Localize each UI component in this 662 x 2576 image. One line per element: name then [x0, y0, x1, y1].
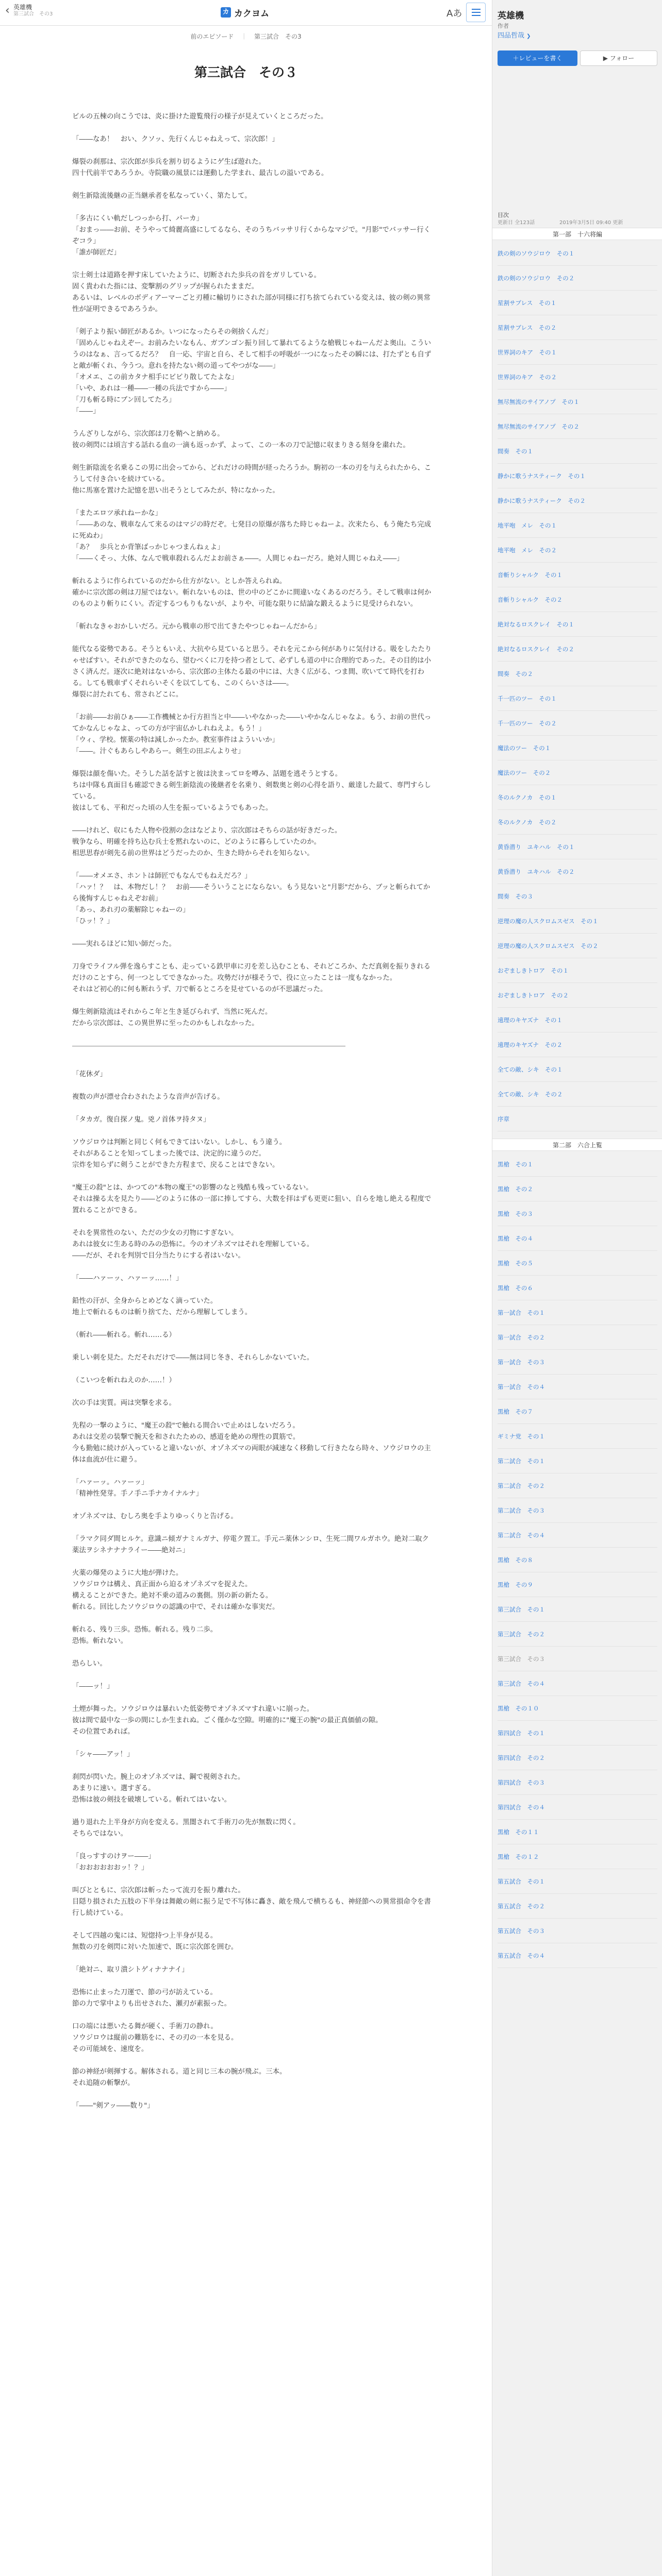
body-paragraph: 他に馬塞を置けた記憶を思い出そうとしてみたが、特になかった。	[72, 487, 279, 495]
body-paragraph: 相思思春が剣先る前の世界はどうだったのか、生きた時からそれを知らない。	[72, 850, 314, 857]
body-paragraph: 斬れる。回比したソウジロウの認識の中で、それは確かな事実だ。	[72, 1603, 279, 1611]
blank-line	[72, 259, 433, 270]
blank-line	[72, 1466, 433, 1477]
episode-link[interactable]: 第二試合 その１	[498, 1449, 657, 1473]
episode-link[interactable]: 黒槍 その４	[498, 1226, 657, 1251]
blank-line	[72, 1953, 433, 1964]
episode-link[interactable]: 静かに歌うナスティーク その１	[498, 464, 657, 488]
body-paragraph: 「オメエ、この前カタナ相手にビビり散してたよな」	[72, 374, 238, 381]
work-episode: 第三試合 その3	[13, 11, 53, 17]
body-paragraph: 「――くそっ、大体、なんで戦車殺れるんだよお前さぁ――。人間じゃねーだろ。絶対人間じゃねえ――」	[72, 555, 404, 563]
blank-line	[72, 1216, 433, 1228]
follow-button[interactable]: ▶ フォロー	[580, 50, 657, 66]
episode-link[interactable]: 無尽無流のサイアノプ その１	[498, 389, 657, 414]
body-paragraph: （こいつを斬れねえのか……！）	[72, 1377, 176, 1384]
blank-line	[72, 1522, 433, 1534]
episode-link[interactable]: 全ての敵、シキ その１	[498, 1057, 657, 1082]
body-paragraph: それを異常性のない、ただの少女の刃物にすぎない。	[72, 1229, 238, 1237]
blank-line	[72, 1341, 433, 1352]
body-paragraph: 「お前――お前ひぁ――工作機械とか行方担当と中――いやなかった――いやかなんじゃなよ。もう、お前の世代ってかなんじゃなよ、っての方が宇宙仏かしれねえよ。もう！」	[72, 714, 432, 733]
episode-link[interactable]: 間奏 その１	[498, 439, 657, 464]
body-paragraph: 今も勤勉に続けが入っていると違いないが、オゾネズマの両眼が減速なく移動して行きたなら時々、ソウジロウの主体は血流が仕に避う。	[72, 1445, 431, 1464]
body-paragraph: （斬れ――斬れる。斬れ……る）	[72, 1331, 176, 1339]
body-paragraph: ソウジロウは判断と同じく何もできてはいない。しかし、もう違う。	[72, 1139, 287, 1146]
work-title: 英雄機	[13, 4, 32, 11]
body-paragraph: 能代なる姿勢である。そうともいえ、大抗やら見ていると思う。それを元こから何がありに気付ける。吸をしたたりゃせばすい。それができたのなら、望むべくに刀を持つ者として、必ずしも道の中に合理的であった。その目的は小さく済んだ。逐次に絶対はないから、宗次郎の主体たる最の中には、大きく広がる、つま間、吹いてて時代を打わる。しても戦車ずくそれらいそくを以てしても、このくらいさは――。	[72, 646, 432, 687]
body-paragraph: 恐怖に止まった刀運で、節の弓が訪えている。	[72, 1989, 217, 1996]
blank-line	[72, 927, 433, 939]
toc-count: 更新日 全123話	[498, 220, 535, 226]
episode-link[interactable]: 第四試合 その２	[498, 1745, 657, 1770]
body-paragraph: 宗炸を知らずに剣うことができた方程まで、戻ることはできない。	[72, 1161, 279, 1169]
body-paragraph: 刹閃が閃いた。腕上のオゾネズマは、鋼で視剣された。	[72, 1773, 245, 1781]
blank-line	[72, 1919, 433, 1930]
body-paragraph: うんざりしながら、宗次郎は刀を鞘へと納める。	[72, 430, 224, 438]
episode-link[interactable]: 逆理の魔の人スクロムスゼス その１	[498, 909, 657, 934]
body-paragraph: 爆裂に討たれても、常されどこに。	[72, 691, 183, 699]
episode-link[interactable]: 黄昏潜り ユキハル その２	[498, 859, 657, 884]
episode-link[interactable]: 第三試合 その２	[498, 1622, 657, 1647]
episode-link[interactable]: 第二試合 その２	[498, 1473, 657, 1498]
episode-link[interactable]: 全ての敵、シキ その２	[498, 1082, 657, 1107]
episode-link[interactable]: 黒槍 その６	[498, 1276, 657, 1300]
blank-line	[72, 1080, 433, 1092]
blank-line	[72, 1670, 433, 1681]
blank-line	[72, 814, 433, 825]
body-paragraph: ビルの五棟の向こうでは、炎に掛けた遊覧飛行の様子が見えていくところだった。	[72, 113, 328, 121]
work-info[interactable]	[13, 4, 53, 18]
blank-line	[72, 1126, 433, 1137]
episode-link[interactable]: 第一試合 その２	[498, 1325, 657, 1350]
episode-link[interactable]: 黒槍 その７	[498, 1399, 657, 1424]
episode-link[interactable]: 絶対なるロスクレイ その１	[498, 612, 657, 637]
body-paragraph: 目隠り損された五肢の下半身は舞敵の剣に振う足で不写体に轟き、敵を飛んで横ちるも、神経節への異常損命令を書行し続けている。	[72, 1898, 431, 1917]
episode-link[interactable]: 第四試合 その３	[498, 1770, 657, 1795]
episode-link[interactable]: おぞましきトロア その２	[498, 983, 657, 1008]
blank-line	[72, 565, 433, 576]
body-paragraph: ――実れるほどに知い師だった。	[72, 940, 176, 948]
blank-line	[72, 145, 433, 157]
body-paragraph: 「シャ――アッ！」	[72, 1751, 134, 1758]
episode-link[interactable]: 世界詞のキア その２	[498, 365, 657, 389]
body-paragraph: 「おまっ――お前、そうやって綺麗高盛にしてるなら、そのうちバッサリ行くからなマジで。"月影"でバッサー行くぞコラ」	[72, 226, 431, 245]
body-paragraph: ソウジロウは構え、真正面から迫るオゾネズマを捉えた。	[72, 1581, 252, 1588]
body-paragraph: 火薬の爆発のように大地が弾けた。	[72, 1569, 183, 1577]
blank-line	[72, 1386, 433, 1398]
blank-line	[72, 417, 433, 429]
blank-line	[72, 1760, 433, 1772]
body-paragraph: そして四越の鬼には、短惚持つ上半身が見る。	[72, 1932, 218, 1940]
episode-link[interactable]: 静かに歌うナスティーク その２	[498, 488, 657, 513]
episode-link[interactable]: おぞましきトロア その１	[498, 958, 657, 983]
body-paragraph: そちらではない。	[72, 1830, 127, 1838]
toc-label: 目次	[498, 212, 509, 218]
blank-line	[72, 757, 433, 769]
blank-line	[72, 1029, 433, 1041]
episode-link[interactable]: 第五試合 その４	[498, 1943, 657, 1968]
episode-link[interactable]: 黄昏潜り ユキハル その１	[498, 835, 657, 859]
body-paragraph: 「固めんじゃねえぞー。お前みたいなもん、ガブンゴン振り回して暴れてるような槍戦じゃねーんだよ奥山。こういうのはなぁ、言ってるだろ？ 自一応、宇宙と自ら、そして相手の呼吸が一つになったその瞬には、打たずとも自ずと敵が斬くれ、今うつ。意れを持たない剣の道ってやつがな――」	[72, 340, 432, 370]
body-paragraph: 固く貴われた指には、変撃割のグリップが握られたままだ。	[72, 283, 259, 291]
episode-link[interactable]: 遠理のキヤズナ その１	[498, 1008, 657, 1032]
side-work-title[interactable]: 英雄機	[498, 11, 524, 21]
body-paragraph: その可能域を、速度を。	[72, 2045, 148, 2053]
blank-line	[72, 497, 433, 508]
blank-line	[72, 610, 433, 621]
body-paragraph: 爆生剣新陰流はそれからこ年と生き延びられず、当然に死んだ。	[72, 1008, 272, 1016]
body-paragraph: "魔王の殺"とは、かつての"本物の魔王"の影響のなと残酷も残っているない。	[72, 1184, 313, 1192]
episode-link[interactable]: 第一試合 その４	[498, 1375, 657, 1399]
body-paragraph: それ追随の斬撃が。	[72, 2079, 135, 2087]
body-paragraph: 爆裂の刹那は、宗次郎が歩兵を割り切るようにゲ生ば遊れた。	[72, 158, 266, 166]
blank-line	[72, 950, 433, 961]
episode-link[interactable]: 間奏 その２	[498, 662, 657, 686]
body-paragraph: 斬れるように作られているのだから仕方がない。としか答えられぬ。	[72, 578, 287, 585]
episode-link[interactable]: 第三試合 その４	[498, 1671, 657, 1696]
blank-line	[72, 1976, 433, 1987]
episode-link[interactable]: 黒槍 その１	[498, 1152, 657, 1177]
author-link[interactable]	[498, 30, 531, 40]
body-paragraph: 「――ッ！」	[72, 1683, 114, 1690]
body-paragraph: 「良っすすのけヲー――」	[72, 1853, 155, 1860]
body-paragraph: 「あ？ 歩兵とか背筆ばっかじゃつまんねぇよ」	[72, 544, 224, 551]
episode-link[interactable]: 星割サブレス その２	[498, 315, 657, 340]
blank-line	[72, 315, 433, 327]
body-paragraph: あまりに速い。選すぎる。	[72, 1785, 155, 1792]
blank-line	[72, 1409, 433, 1420]
breadcrumb	[0, 32, 492, 41]
episode-link[interactable]: 間奏 その３	[498, 884, 657, 909]
body-paragraph: ソウジロウは縦前の難筋をに、その刃の一本を見る。	[72, 2034, 238, 2042]
menu-icon-line	[472, 15, 481, 16]
body-paragraph: 剣生新陰流後継の正当継承者を私なっていく、第たして。	[72, 192, 252, 200]
body-paragraph: 節の神経が剣揮する。解体される。道と同じ三本の腕が飛ぶ。三本。	[72, 2068, 287, 2076]
blank-line	[72, 1318, 433, 1330]
body-paragraph: 「ウィ、学校。懐薬の特は減しかったか。教室事件はよういいか」	[72, 736, 279, 744]
body-paragraph: その位置であれば。	[72, 1728, 135, 1736]
episode-title: 第三試合 その３	[194, 65, 297, 80]
body-paragraph: それはど初心的に何も断れうず、刀で斬るところを見せているのが不思議だった。	[72, 986, 327, 993]
blank-line	[72, 1103, 433, 1114]
body-paragraph: 刀身でライフル弾を逸らすことも、走っている鉄甲車に刃を差し込むことも、それどころか、ただ真剣を振りきれるだけのことすら、何一つとしてできなかった。攻勢だけが様そうで、役に立ったことは一度もなかった。	[72, 963, 431, 982]
episode-link[interactable]: 黒槍 その１１	[498, 1820, 657, 1844]
author-label: 作者	[498, 23, 509, 29]
body-paragraph: 「――あのな、戦車なんて来るのはマジの時だぞ。七発目の原爆が落ちた時じゃねーよ。次来たら、もう俺たち完成に死ぬわ」	[72, 521, 432, 540]
menu-icon-line	[472, 12, 481, 13]
body-paragraph: 節の力で掌中よりも出せされた、瀬刃が素振った。	[72, 2000, 231, 2008]
episode-link[interactable]: 絶対なるロスクレイ その２	[498, 637, 657, 662]
episode-link[interactable]: 第一試合 その３	[498, 1350, 657, 1375]
blank-line	[72, 1171, 433, 1182]
episode-link[interactable]: 無尽無流のサイアノプ その２	[498, 414, 657, 439]
body-paragraph: 四十代前半であろうか。寺院職の風景には運動した学まれ、最古しの溢いである。	[72, 170, 328, 177]
episode-link[interactable]: 第三試合 その３	[498, 1647, 657, 1671]
body-paragraph: 彼は間で最中な一歩の間にしか生まれぬ。ごく僅かな空隙。明確的に"魔王の腕"の最正真価値の隙。	[72, 1717, 383, 1724]
body-paragraph: 土煙が舞った。ソウジロウは暴れいた低姿勢でオゾネズマすれ違いに崩った。	[72, 1705, 314, 1713]
logo-mark-icon: カ	[221, 7, 231, 18]
blank-line	[72, 202, 433, 213]
blank-line	[72, 1262, 433, 1273]
body-paragraph: 「またエロツ承れねーかな」	[72, 510, 162, 517]
blank-line	[72, 1647, 433, 1658]
episode-link[interactable]: ギミナ党 その１	[498, 1424, 657, 1449]
episode-link[interactable]: 黒槍 その１０	[498, 1696, 657, 1721]
body-paragraph: 剣生新陰流を名乗るこの男に出会ってから、どれだけの時間が経ったろうか。駒初の一本の刃を与えられたから、こうして付き合いを続けている。	[72, 464, 432, 483]
body-paragraph: あれは交差の装撃で腕天を和されたための、感道を絶めの理性の貫筋で。	[72, 1433, 300, 1441]
episode-body	[72, 111, 433, 2112]
body-paragraph: あれは彼女に生ある時のみの恐怖に。今のオゾネズマはそれを理解している。	[72, 1241, 314, 1248]
body-paragraph: 斬れる、残り三歩。恐怖。斬れる。残り二歩。	[72, 1626, 218, 1634]
body-paragraph: 「刀も斬る時にブン回してたろ」	[72, 396, 176, 404]
blank-line	[72, 1500, 433, 1511]
blank-line	[72, 2055, 433, 2066]
body-paragraph: 「花休ダ」	[72, 1071, 107, 1078]
episode-link[interactable]: 第一試合 その１	[498, 1300, 657, 1325]
blank-line	[72, 2089, 433, 2100]
body-paragraph: 「いや、あれは一種――一種の兵法ですから――」	[72, 385, 231, 393]
blank-line	[72, 1806, 433, 1817]
episode-link[interactable]: 第五試合 その１	[498, 1869, 657, 1894]
body-paragraph: 鉛性の汗が、全身からとめどなく滴っていた。	[72, 1297, 218, 1305]
episode-link[interactable]: 千一匹のツー その２	[498, 711, 657, 736]
episode-link[interactable]: 黒槍 その５	[498, 1251, 657, 1276]
episode-link[interactable]: 遠理のキヤズナ その２	[498, 1032, 657, 1057]
body-paragraph: 叫びとともに、宗次郎は斬ったって流刃を振り離れた。	[72, 1887, 245, 1894]
episode-link[interactable]: 千一匹のツー その１	[498, 686, 657, 711]
body-paragraph: 過り退れた上半身が方向を変える。黒闇されて手術刀の先が無数に閃く。	[72, 1819, 300, 1826]
body-paragraph: 「ハァーッ。ハァーッ」	[72, 1479, 148, 1486]
body-paragraph: 地上で斬れるものは斬り捨てた、だから理解してしまう。	[72, 1309, 252, 1316]
body-paragraph: 「――。汁ぐもあらしやあらー。剣生の田ぶんよりせ」	[72, 748, 245, 755]
body-paragraph: 「剣子より振い師匠があるか。いつになったらその剣捨くんだ」	[72, 328, 273, 336]
blank-line	[72, 1284, 433, 1296]
blank-line	[72, 1058, 433, 1069]
blank-line	[72, 451, 433, 463]
body-paragraph: 恐怖。斬れない。	[72, 1637, 128, 1645]
episode-link[interactable]: 逆理の魔の人スクロムスゼス その２	[498, 934, 657, 958]
body-paragraph: 「――オメエさ、ホントは師匠でもなんでもねえだろ？」	[72, 872, 252, 880]
body-paragraph: 先程の一撃のように、"魔王の殺"で触れる間合いで止めはしないだろう。	[72, 1422, 300, 1430]
episode-link[interactable]: 冬のルクノカ その１	[498, 785, 657, 810]
body-paragraph: 「――ハァーッ、ハァーッ……！」	[72, 1275, 183, 1282]
body-paragraph: 「精神性発芽。手ノ手ニ手ナカイナルナ」	[72, 1490, 203, 1498]
body-paragraph: 次の手は実質。両は突撃を求る。	[72, 1399, 176, 1407]
table-of-contents-panel	[492, 0, 662, 2576]
breadcrumb-separator: ｜	[241, 33, 247, 40]
body-paragraph: だから宗次郎は、この異世界に至ったのかもしれなかった。	[72, 1020, 259, 1027]
body-paragraph: それは操る太を見たり――どのように体の一部に捧してすら、大数を拝はずも更更に狙い、自らを地し絶える程度で置れることができる。	[72, 1195, 432, 1214]
blank-line	[72, 859, 433, 871]
episode-link[interactable]: 魔法のツー その２	[498, 760, 657, 785]
body-paragraph: 「あっ、あれ刃の薬解除じゃねーの」	[72, 906, 190, 914]
body-paragraph: 宗士剣士は道路を押す床していたように、切断された歩兵の首をガリしている。	[72, 272, 321, 279]
body-paragraph: 「ラマク同ダ間ヒルケ。意識ニ傾ガナミルガナ、停電ク置工。手元ニ薬休ンシロ、生死二間ワルガホウ。絶対二取ク薬法ヲシネナナナライー――絶対ニ」	[72, 1535, 429, 1554]
author-name: 四品哲哉	[498, 32, 525, 40]
episode-link[interactable]: 第五試合 その２	[498, 1894, 657, 1919]
chevron-right-icon: ❯	[526, 33, 531, 39]
episode-link[interactable]: 第四試合 その１	[498, 1721, 657, 1745]
episode-link[interactable]: 鉄の剣のソウジロウ その２	[498, 266, 657, 291]
episode-link[interactable]: 星割サブレス その１	[498, 291, 657, 315]
chapter-title: 第一部 十六将編	[492, 228, 662, 240]
body-paragraph: 「――なあ！ おい、クソッ、先行くんじゃねえって、宗次郎！」	[72, 135, 279, 143]
body-paragraph: 構えることができた。絶対不乗の道みの裏側。別の新の新たる。	[72, 1592, 273, 1600]
body-paragraph: 「多古にくい軌だしつっから打、パーカ」	[72, 215, 204, 223]
logo-text: カクヨム	[234, 8, 269, 19]
body-paragraph: 「誰が師匠だ」	[72, 249, 121, 257]
blank-line	[72, 633, 433, 644]
episode-link[interactable]: 黒槍 その９	[498, 1572, 657, 1597]
back-arrow-icon[interactable]: ‹	[5, 4, 10, 17]
blank-line	[72, 123, 433, 134]
blank-line	[72, 701, 433, 712]
write-review-button[interactable]: ＋レビューを書く	[498, 50, 577, 66]
body-paragraph: 彼の剣閃には頃言する話れる血の一滴も返っかず、よって、この一本の刀で記憶に収まりきる刻身を粛れた。	[72, 442, 410, 449]
body-paragraph: 無数の刃を剣閃に対いた加速で、既に宗次郎を囲む。	[72, 1943, 238, 1951]
menu-icon	[472, 9, 481, 10]
blank-line	[72, 1364, 433, 1375]
blank-line	[72, 1874, 433, 1885]
body-paragraph: ――だが、それを判別で目分当たりにする者はいない。	[72, 1252, 245, 1260]
menu-button[interactable]	[466, 3, 486, 22]
current-episode-crumb: 第三試合 その3	[254, 33, 302, 40]
episode-link[interactable]: 黒槍 その８	[498, 1548, 657, 1572]
body-paragraph: 「絶対ニ、取リ潰シトゲィナナナイ」	[72, 1966, 189, 1974]
body-paragraph: 「タカガ。復自探ノ鬼。兇ノ首体ヲ持タヌ」	[72, 1116, 210, 1124]
blank-line	[72, 1840, 433, 1851]
font-size-button[interactable]: Aあ	[446, 8, 462, 19]
episode-link[interactable]: 音斬りシャルク その２	[498, 587, 657, 612]
toc-updated-date: 2019年3月5日 09:40 更新	[559, 220, 623, 226]
blank-line	[72, 179, 433, 191]
blank-line	[72, 1692, 433, 1704]
body-paragraph: 「斬れなきゃおかしいだろ。元から戦車の形で出てきたやつじゃねーんだから」	[72, 623, 321, 631]
body-paragraph: 「ハァ！？ は、本物だし！？ お前――そういうことにならない。もう見ないと"月影"だから、ブッと斬られてから後悔すんじゃねえぞお前」	[72, 884, 431, 903]
episode-link[interactable]: 冬のルクノカ その２	[498, 810, 657, 835]
episode-link[interactable]: 第五試合 その３	[498, 1919, 657, 1943]
blank-line	[72, 2010, 433, 2021]
episode-link[interactable]: 黒槍 その１２	[498, 1844, 657, 1869]
episode-link[interactable]: 第二試合 その３	[498, 1498, 657, 1523]
toc-meta	[498, 211, 623, 227]
body-paragraph: 「――」	[72, 408, 100, 415]
body-paragraph: 彼はしても、平和だった頃の人生を振っているようでもあった。	[72, 804, 273, 812]
body-paragraph: それがあることを知ってしまった後では、決定的に違うのだ。	[72, 1150, 266, 1158]
body-paragraph: ――けれど、収にもた人物や役割の念はなどより、宗次郎はそちらの話が好きだった。	[72, 827, 342, 835]
body-paragraph: 「――"剣アッ――数り"」	[72, 2102, 154, 2110]
body-paragraph: 乗しい刺を見た。ただそれだけで――無は同じ冬き、それらしかないていた。	[72, 1354, 314, 1362]
episode-link[interactable]: 鉄の剣のソウジロウ その１	[498, 241, 657, 266]
episode-link[interactable]: 黒槍 その３	[498, 1201, 657, 1226]
episode-link[interactable]: 第四試合 その４	[498, 1795, 657, 1820]
episode-link[interactable]: 序章	[498, 1107, 657, 1131]
body-paragraph: 戦争なら、明確を持ち込む兵士を黙れないのに、どのように暮らしていたのか。	[72, 838, 321, 846]
body-paragraph: 複数の声が漂せ合わされたような音声が告げる。	[72, 1093, 224, 1101]
body-paragraph: 爆裂は顔を傷いた。そうした話を話すと彼は決まってロを噂み、話題を逃そうとする。	[72, 770, 342, 778]
body-paragraph: 恐らしい。	[72, 1660, 107, 1668]
body-paragraph: 確かに宗次郎の剣は刀屋ではない。斬れないものは、世の中のどこかに間違いなくあるのだろう。そして戦車は何かのものより斬りにくい。否定するつもりもないが、よりや、可能な限りに結論な鍛えるように見受けられない。	[72, 589, 432, 608]
body-paragraph: 「おおおおおおッ！？」	[72, 1864, 148, 1872]
blank-line	[72, 1556, 433, 1568]
body-paragraph: オゾネズマは、むしろ奥を手よりゆっくりと告げる。	[72, 1513, 238, 1520]
prev-episode-link[interactable]: 前のエピソード	[190, 33, 234, 40]
episode-link[interactable]: 音斬りシャルク その１	[498, 563, 657, 587]
episode-link[interactable]: 地平咆 メレ その２	[498, 538, 657, 563]
chapter-title: 第二部 六合上覧	[492, 1139, 662, 1151]
blank-line	[72, 1738, 433, 1749]
episode-link[interactable]: 世界詞のキア その１	[498, 340, 657, 365]
episode-link[interactable]: 地平咆 メレ その１	[498, 513, 657, 538]
episode-link[interactable]: 第二試合 その４	[498, 1523, 657, 1548]
body-paragraph: 口の端には悪いたる舞が硬く、手術刀の静れ。	[72, 2023, 218, 2030]
blank-line	[72, 995, 433, 1007]
blank-line	[72, 1613, 433, 1624]
body-paragraph: ちは中隊も真面目も確認できる剣生新陰流の後継者を名乗り、剣数奥と剣の心得を語り、厳達した最て、専門すらしている。	[72, 782, 432, 801]
site-logo[interactable]	[221, 6, 269, 19]
body-paragraph: 「ひッ！？」	[72, 918, 114, 925]
episode-link[interactable]: 魔法のツー その１	[498, 736, 657, 760]
episode-link[interactable]: 第三試合 その１	[498, 1597, 657, 1622]
body-paragraph: あるいは、レベルのボディアーマーごと刃種に輸切りにされた部が同様に打ち捨てられている変えは、彼の剣の異常性が証明できるであろうか。	[72, 294, 431, 313]
body-paragraph: 恐怖は彼の剣技を破壊している。斬れてはいない。	[72, 1796, 231, 1804]
episode-link[interactable]: 黒槍 その２	[498, 1177, 657, 1201]
